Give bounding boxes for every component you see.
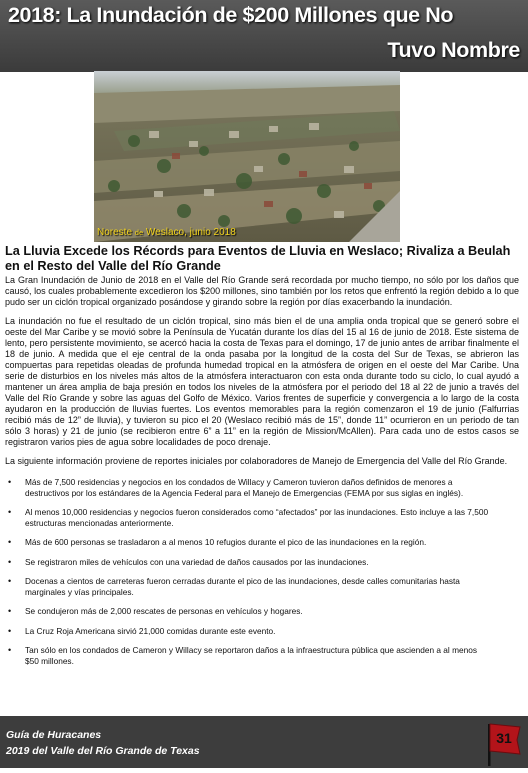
page-title-line-2: Tuvo Nombre [387, 38, 520, 62]
page-number-badge [486, 718, 522, 768]
photo-caption-main: Noreste [97, 227, 135, 238]
list-item: • Se registraron miles de vehículos con una variedad de daños causados por las inundaciones. [25, 557, 519, 568]
impact-list [5, 477, 519, 666]
article-paragraph-2: La inundación no fue el resultado de un ciclón tropical, sino más bien el de una amplia onda tropical que se generó sobre el oeste del Mar Caribe y se movió sobre la Península de Yucatán durante los días del 15 al 16 de junio de 2018. Este sistema de lento, pero persistente movimiento, se acercó hacia la costa de Texas para el domingo, 17 de junio antes de arribar finalmente el 18 de junio. A medida que el eje central de la onda pasaba por la longitud de la costa del Sur de Texas, se abrieron las compuertas para repetidas oleadas de profunda humedad tropical en la atmósfera de origen en el oeste del Mar Caribe. Una serie de disturbios en los niveles más altos de la atmósfera interactuaron con esta onda durante todo su ciclo, lo cual ayudó a mantener un área amplia de baja presión en todos los niveles de la atmósfera por el periodo del 18 al 22 de junio a través del Valle del Río Grande y sobre las aguas del Golfo de México. Varios frentes de superficie y convergencia a lo largo de la costa ayudaron en la producción de lluvias fuertes. Los eventos memorables para la región comenzaron el 19 de junio (Falfurrias recibió más de 12” de lluvia), y tuvieron su pico el 20 (Weslaco recibió más de 15”, donde 11” ocurrieron en un periodo de tan sólo 3 horas) y 21 de junio (se recibieron entre 6” a 11” en la región de Mission/McAllen). Para cada uno de estos casos se registraron varios pies de agua sobre localidades de poco drenaje. [5, 316, 519, 447]
footer-guide-subtitle: 2019 del Valle del Río Grande de Texas [6, 745, 200, 757]
list-item: • Al menos 10,000 residencias y negocios fueron considerados como “afectados” por las inundaciones. Esto incluye a las 7,500 estructuras mencionadas anteriormente. [25, 507, 519, 528]
page-footer [0, 716, 528, 768]
list-item: • Tan sólo en los condados de Cameron y Willacy se reportaron daños a la infraestructura pública que ascienden a al menos $50 millones. [25, 645, 519, 666]
page-header [0, 0, 528, 72]
article-paragraph-1: La Gran Inundación de Junio de 2018 en el Valle del Río Grande será recordada por mucho tiempo, no sólo por los daños que causó, los cuales probablemente excedieron los $200 millones, sino también por los retos que enfrentó la región debido a lo que pudo ser un ciclón tropical organizado posándose y girando sobre la región por días exacerbando la inundación. [5, 275, 519, 307]
article-body [5, 244, 519, 675]
list-item: • Docenas a cientos de carreteras fueron cerradas durante el pico de las inundaciones, desde calles comunitarias hasta marginales y vías principales. [25, 576, 519, 597]
list-item: • Más de 600 personas se trasladaron a al menos 10 refugios durante el pico de las inundaciones en la región. [25, 537, 519, 548]
article-headline: La Lluvia Excede los Récords para Eventos de Lluvia en Weslaco; Rivaliza a Beulah en el Resto del Valle del Río Grande [5, 244, 511, 273]
photo-caption-rest: Weslaco, junio 2018 [143, 227, 236, 238]
list-item: • Se condujeron más de 2,000 rescates de personas en vehículos y hogares. [25, 606, 519, 617]
page-number: 31 [496, 730, 512, 746]
page-title-line-1: 2018: La Inundación de $200 Millones que No [8, 3, 454, 27]
photo-caption [97, 227, 236, 238]
list-item: • Más de 7,500 residencias y negocios en los condados de Willacy y Cameron tuvieron daños definidos de menores a destructivos por los estándares de la Agencia Federal para el Manejo de Emergencias (FEMA por sus siglas en inglés). [25, 477, 519, 498]
photo-caption-small: de [134, 228, 144, 237]
footer-guide-title: Guía de Huracanes [6, 729, 102, 741]
flood-aerial-photo [94, 71, 400, 242]
flood-photo-illustration [94, 71, 400, 242]
article-paragraph-3: La siguiente información proviene de reportes iniciales por colaboradores de Manejo de Emergencia del Valle del Río Grande. [5, 456, 508, 466]
list-item: • La Cruz Roja Americana sirvió 21,000 comidas durante este evento. [25, 626, 519, 637]
